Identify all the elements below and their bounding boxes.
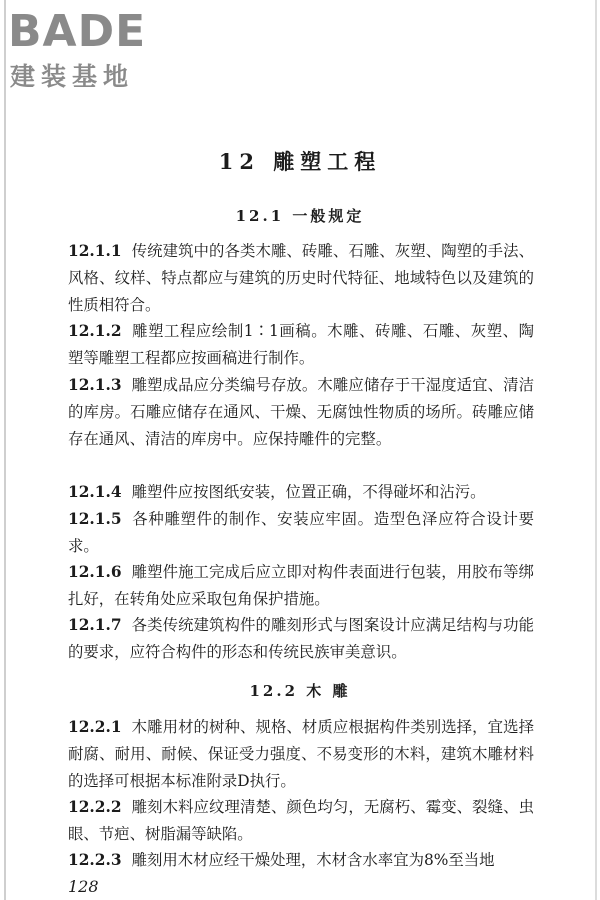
clause xyxy=(68,714,534,794)
clause-text: 木雕用材的树种、规格、材质应根据构件类别选择，宜选择耐腐、耐用、耐候、保证受力强度、不易变形的木料，建筑木雕材料的选择可根据本标准附录D执行。 xyxy=(68,718,534,790)
page-edge-left xyxy=(4,0,6,900)
clause-number: 12.1.4 xyxy=(68,483,122,501)
clause-number: 12.2.3 xyxy=(68,851,122,869)
clause-number: 12.1.1 xyxy=(68,242,122,260)
clause xyxy=(68,506,534,560)
clause-text: 雕塑件应按图纸安装，位置正确，不得碰坏和沾污。 xyxy=(131,483,486,501)
clause xyxy=(68,559,534,613)
clause xyxy=(68,612,534,666)
clause-number: 12.1.6 xyxy=(68,563,122,581)
page-edge-right xyxy=(595,0,597,900)
logo-brand: BADE xyxy=(8,6,147,57)
section-title: 12.2 木 雕 xyxy=(249,682,351,700)
clause-number: 12.1.2 xyxy=(68,322,122,340)
clause xyxy=(68,794,534,848)
clause-text: 雕刻用木材应经干燥处理，木材含水率宜为8%至当地 xyxy=(131,851,495,869)
logo-subtitle: 建装基地 xyxy=(10,62,135,91)
clause-number: 12.1.5 xyxy=(68,510,122,528)
clause-number: 12.1.3 xyxy=(68,376,122,394)
clause-text: 传统建筑中的各类木雕、砖雕、石雕、灰塑、陶塑的手法、风格、纹样、特点都应与建筑的历史时代特征、地域特色以及建筑的性质相符合。 xyxy=(68,242,534,314)
chapter-title: 12 雕塑工程 xyxy=(218,149,382,174)
clause-text: 雕塑成品应分类编号存放。木雕应储存于干湿度适宜、清洁的库房。石雕应储存在通风、干燥、无腐蚀性物质的场所。砖雕应储存在通风、清洁的库房中。应保持雕件的完整。 xyxy=(68,376,534,448)
clause xyxy=(68,372,534,452)
clause-text: 各类传统建筑构件的雕刻形式与图案设计应满足结构与功能的要求，应符合构件的形态和传统民族审美意识。 xyxy=(68,616,534,661)
clause-number: 12.2.2 xyxy=(68,798,122,816)
clause xyxy=(68,847,534,874)
clause-number: 12.1.7 xyxy=(68,616,122,634)
clause-number: 12.2.1 xyxy=(68,718,122,736)
clause-text: 雕塑件施工完成后应立即对构件表面进行包装，用胶布等绑扎好，在转角处应采取包角保护措施。 xyxy=(68,563,534,608)
watermark-logo xyxy=(8,6,188,96)
clause xyxy=(68,318,534,372)
clause xyxy=(68,479,534,506)
clause xyxy=(68,238,534,318)
clause-text: 雕刻木料应纹理清楚、颜色均匀，无腐朽、霉变、裂缝、虫眼、节疤、树脂漏等缺陷。 xyxy=(68,798,534,843)
clause-text: 雕塑工程应绘制1∶1画稿。木雕、砖雕、石雕、灰塑、陶塑等雕塑工程都应按画稿进行制作。 xyxy=(68,322,534,367)
section-title: 12.1 一般规定 xyxy=(235,207,365,225)
page-number: 128 xyxy=(68,877,99,896)
clause-text: 各种雕塑件的制作、安装应牢固。造型色泽应符合设计要求。 xyxy=(68,510,534,555)
